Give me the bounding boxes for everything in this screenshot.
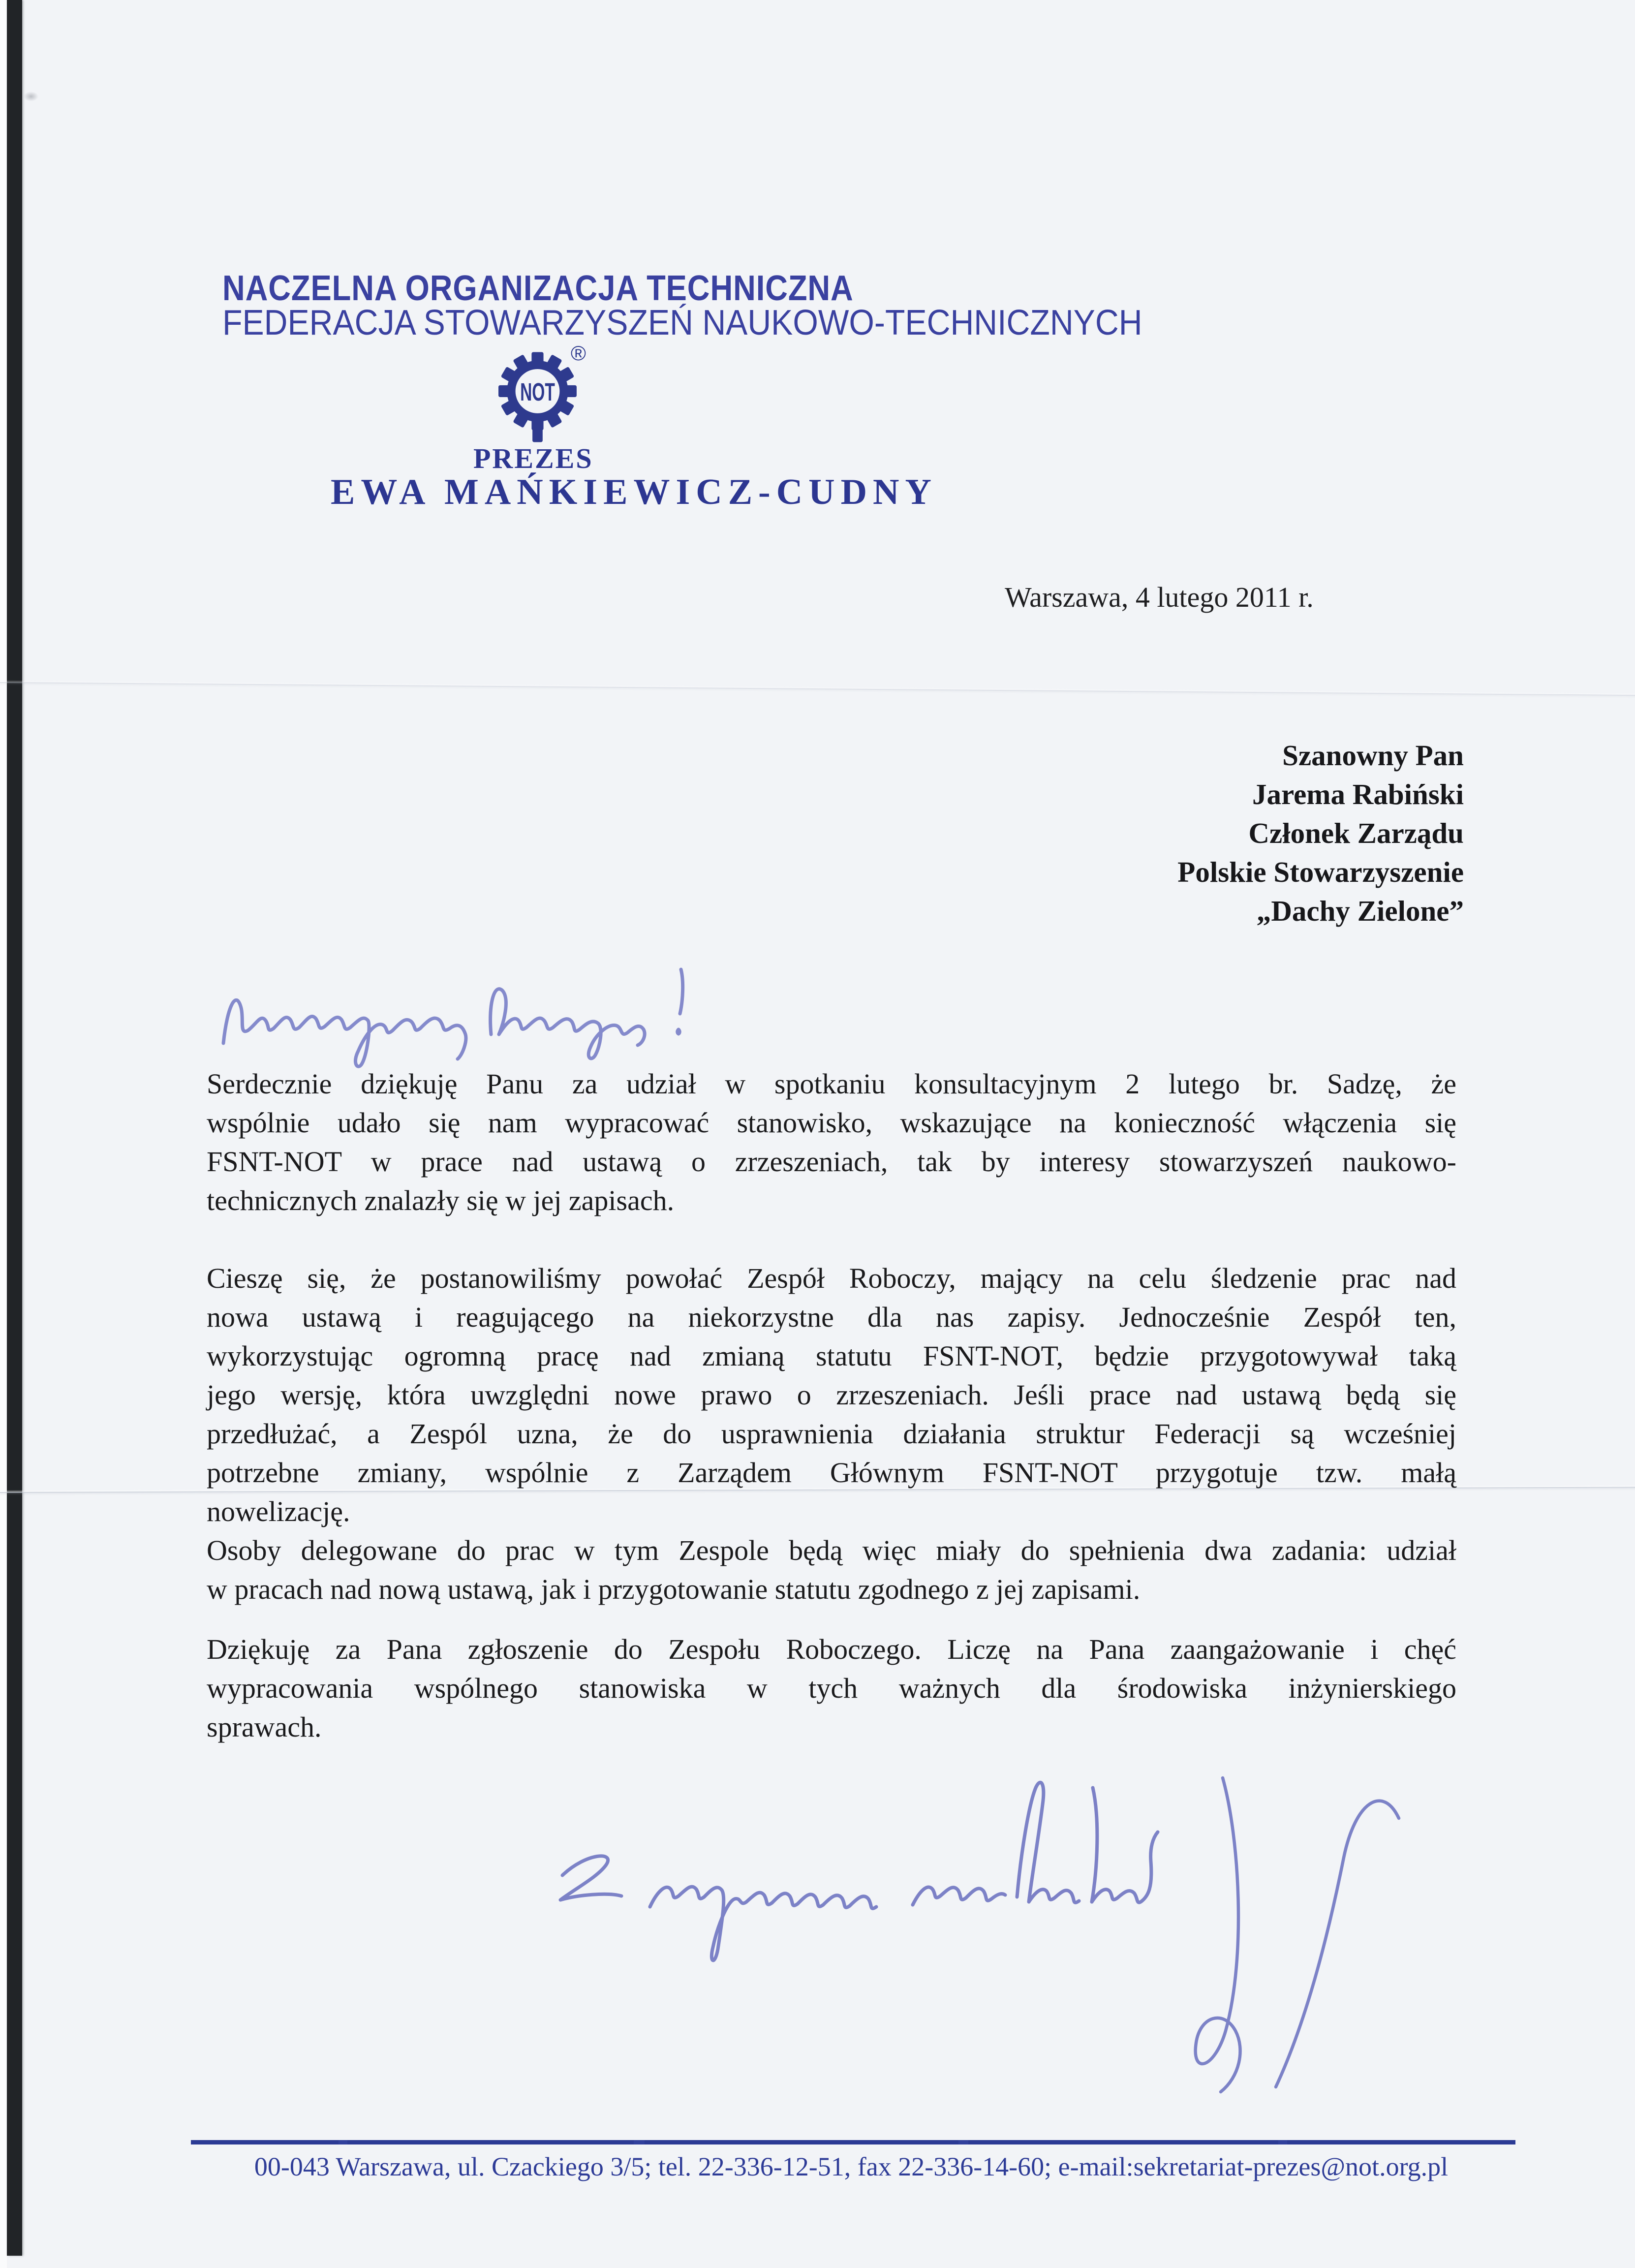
- svg-text:NOT: NOT: [520, 378, 555, 406]
- body-line: w pracach nad nową ustawą, jak i przygotowanie statutu zgodnego z jej zapisami.: [207, 1573, 1141, 1605]
- recipient-line: Polskie Stowarzyszenie: [1177, 856, 1464, 888]
- body-line: przedłużać, a Zespól uzna, że do usprawnienia działania struktur Federacji są wcześniej: [207, 1418, 1456, 1450]
- handwritten-closing: [539, 1759, 1444, 2099]
- org-name-line1: NACZELNA ORGANIZACJA TECHNICZNA: [222, 269, 854, 308]
- body-line: wykorzystując ogromną pracę nad zmianą statutu FSNT-NOT, będzie przygotowywał taką: [207, 1340, 1456, 1372]
- body-line: Dziękuję za Pana zgłoszenie do Zespołu Roboczego. Liczę na Pana zaangażowanie i chęć: [207, 1633, 1456, 1665]
- body-line: wspólnie udało się nam wypracować stanowisko, wskazujące na konieczność włączenia się: [207, 1107, 1456, 1139]
- scan-left-margin: [0, 0, 7, 2268]
- handwritten-greeting: [216, 961, 712, 1074]
- body-line: wypracowania wspólnego stanowiska w tych ważnych dla środowiska inżynierskiego: [207, 1672, 1456, 1704]
- body-line: nowa ustawą i reagującego na niekorzystne dla nas zapisy. Jednocześnie Zespół ten,: [207, 1301, 1456, 1333]
- recipient-block: [1177, 736, 1464, 931]
- body-line: sprawach.: [207, 1711, 322, 1743]
- recipient-line: „Dachy Zielone”: [1256, 895, 1464, 927]
- body-line: Osoby delegowane do prac w tym Zespole będą więc miały do spełnienia dwa zadania: udział: [207, 1534, 1456, 1566]
- sender-title: PREZES: [473, 442, 593, 474]
- sender-name: EWA MAŃKIEWICZ-CUDNY: [331, 472, 937, 512]
- org-name-line2: FEDERACJA STOWARZYSZEŃ NAUKOWO-TECHNICZNYCH: [222, 303, 1142, 342]
- recipient-line: Członek Zarządu: [1248, 817, 1464, 849]
- paragraph-1: [207, 1064, 1456, 1220]
- footer-rule: [191, 2140, 1515, 2144]
- registered-trademark-icon: ®: [571, 342, 586, 365]
- not-gear-logo-icon: [494, 350, 581, 446]
- recipient-line: Szanowny Pan: [1282, 739, 1464, 772]
- scan-dark-band: [7, 0, 22, 2256]
- body-line: potrzebne zmiany, wspólnie z Zarządem Głównym FSNT-NOT przygotuje tzw. małą: [207, 1457, 1456, 1489]
- footer-contact-info: 00-043 Warszawa, ul. Czackiego 3/5; tel. 22-336-12-51, fax 22-336-14-60; e-mail:sekretariat-prezes@not.org.pl: [254, 2152, 1449, 2181]
- paper-smudge: [24, 92, 38, 101]
- paper-fold-line-top: [0, 682, 1635, 697]
- recipient-line: Jarema Rabiński: [1252, 778, 1464, 810]
- body-line: technicznych znalazły się w jej zapisach.: [207, 1184, 675, 1216]
- dateline: Warszawa, 4 lutego 2011 r.: [1005, 581, 1314, 613]
- body-line: FSNT-NOT w prace nad ustawą o zrzeszeniach, tak by interesy stowarzyszeń naukowo-: [207, 1146, 1456, 1178]
- body-line: jego wersję, która uwzględni nowe prawo o zrzeszeniach. Jeśli prace nad ustawą będą się: [207, 1379, 1456, 1411]
- body-line: nowelizację.: [207, 1495, 350, 1527]
- body-line: Serdecznie dziękuję Panu za udział w spotkaniu konsultacyjnym 2 lutego br. Sadzę, że: [207, 1068, 1456, 1100]
- body-line: Cieszę się, że postanowiliśmy powołać Zespół Roboczy, mający na celu śledzenie prac nad: [207, 1262, 1456, 1294]
- paragraph-3: [207, 1630, 1456, 1746]
- paragraph-2: [207, 1259, 1456, 1609]
